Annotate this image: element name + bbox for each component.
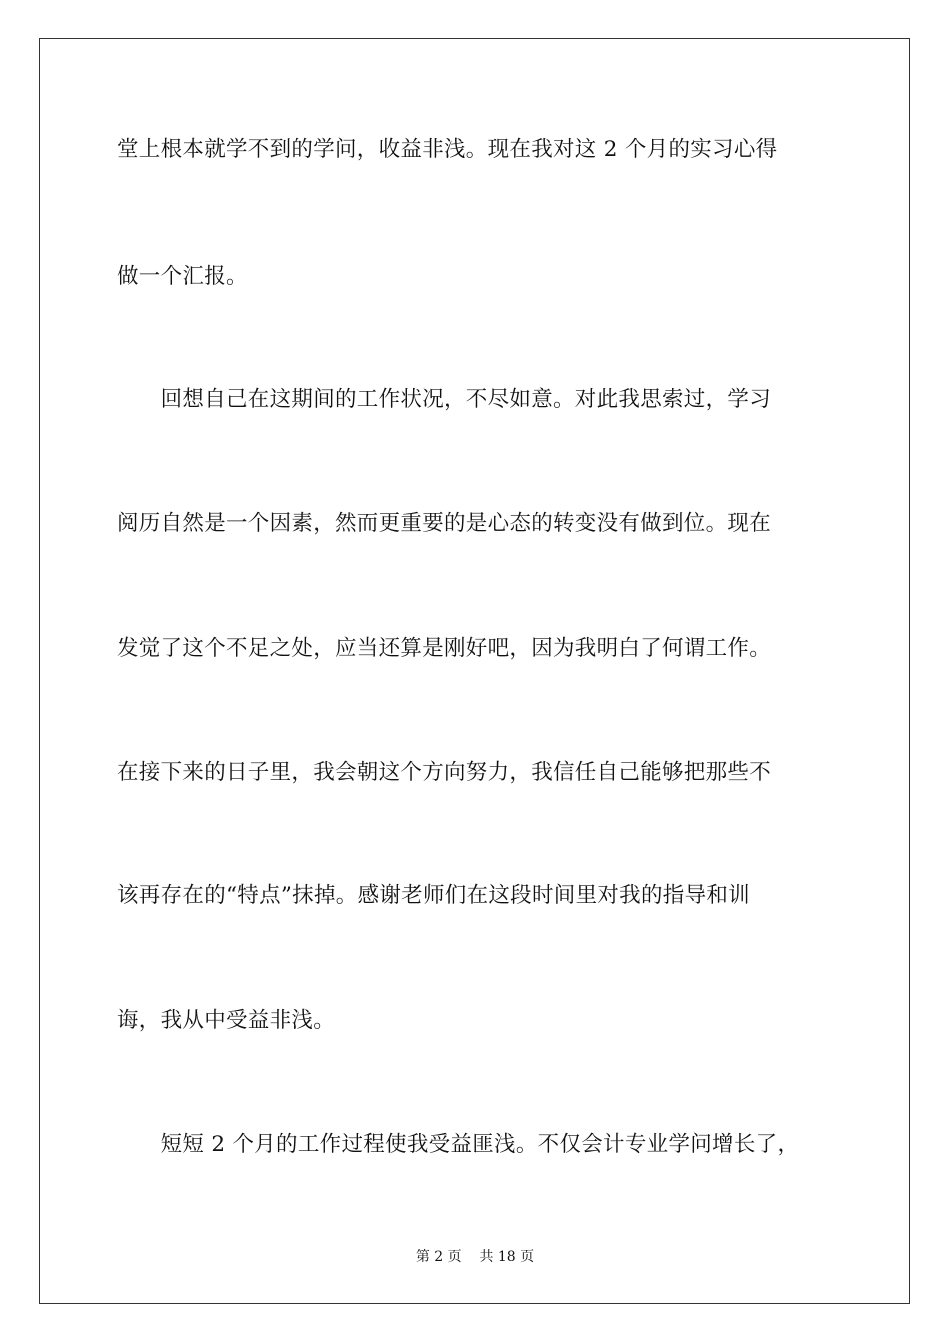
body-text-line: 堂上根本就学不到的学问，收益非浅。现在我对这 2 个月的实习心得 <box>117 137 778 162</box>
body-text-line: 诲，我从中受益非浅。 <box>117 1008 336 1033</box>
body-text-line: 该再存在的“特点”抹掉。感谢老师们在这段时间里对我的指导和训 <box>117 883 750 908</box>
body-text-line: 阅历自然是一个因素，然而更重要的是心态的转变没有做到位。现在 <box>117 511 772 536</box>
page-border <box>39 38 910 1304</box>
body-text-line: 回想自己在这期间的工作状况，不尽如意。对此我思索过，学习 <box>117 387 772 412</box>
body-text-line: 短短 2 个月的工作过程使我受益匪浅。不仅会计专业学问增长了， <box>117 1132 800 1157</box>
page-total: 共 18 页 <box>479 1249 535 1265</box>
page-footer <box>0 1247 950 1267</box>
body-text-line: 在接下来的日子里，我会朝这个方向努力，我信任自己能够把那些不 <box>117 760 772 785</box>
body-text-line: 发觉了这个不足之处，应当还算是刚好吧，因为我明白了何谓工作。 <box>117 636 772 661</box>
page-number: 第 2 页 <box>415 1249 462 1265</box>
body-text-line: 做一个汇报。 <box>117 264 248 289</box>
